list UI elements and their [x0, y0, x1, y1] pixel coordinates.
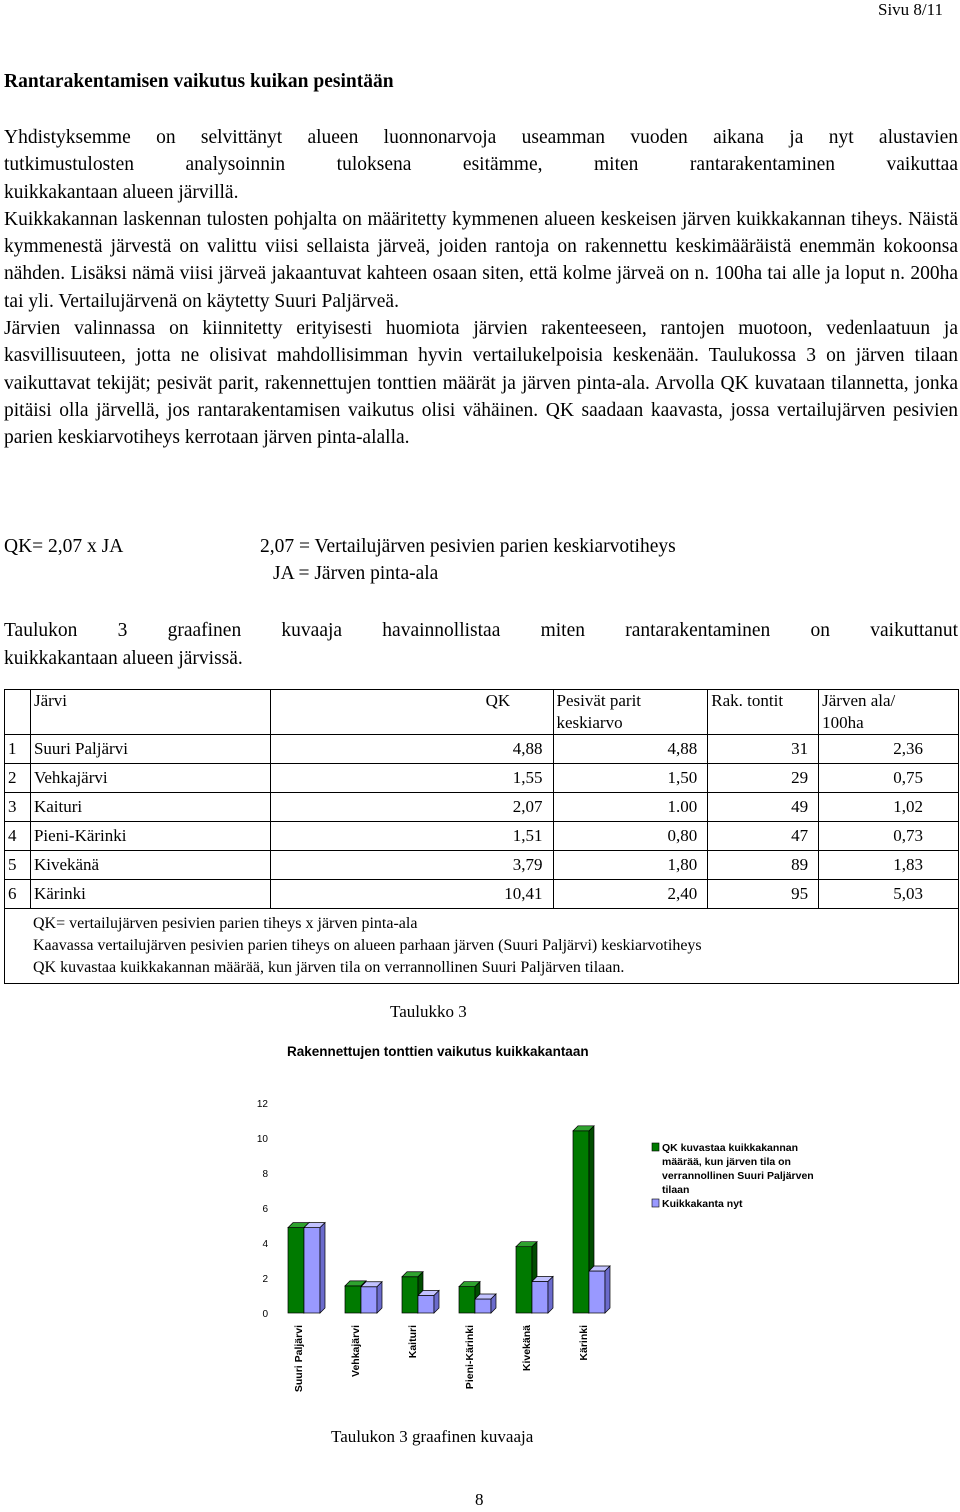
row-qk: 10,41: [270, 880, 553, 909]
row-plots: 95: [708, 880, 819, 909]
table-row: [5, 793, 959, 822]
row-qk: 3,79: [270, 851, 553, 880]
bar-actual: [475, 1299, 491, 1313]
formula-definition-2: JA = Järven pinta-ala: [273, 563, 439, 584]
table-notes-row: [5, 909, 959, 984]
chart-intro-text: [4, 617, 958, 673]
row-index: 6: [5, 880, 31, 909]
row-pairs: 1.00: [553, 793, 708, 822]
bar-qk: [459, 1287, 475, 1313]
y-tick-label: 8: [262, 1169, 268, 1180]
row-lake: Kaituri: [30, 793, 270, 822]
row-area: 0,75: [819, 764, 959, 793]
table-row: [5, 764, 959, 793]
legend-label: tilaan: [662, 1184, 690, 1196]
paragraph-1-line-3: kuikkakantaan alueen järvillä.: [4, 181, 239, 203]
table-row: [5, 880, 959, 909]
paragraph-1-line-2: tutkimustulosten analysoinnin tuloksena esitämme, miten rantarakentaminen vaikuttaa: [4, 154, 958, 176]
bar-qk: [516, 1247, 532, 1313]
row-lake: Kärinki: [30, 880, 270, 909]
row-qk: 4,88: [270, 735, 553, 764]
legend-label: määrää, kun järven tila on: [662, 1156, 791, 1168]
row-area: 2,36: [819, 735, 959, 764]
row-plots: 47: [708, 822, 819, 851]
bar-actual: [532, 1282, 548, 1314]
table-note: Kaavassa vertailujärven pesivien parien tiheys on alueen parhaan järven (Suuri Paljärvi) keskiarvotiheys: [33, 937, 702, 954]
table-row: [5, 851, 959, 880]
paragraph-1-line-1: Yhdistyksemme on selvittänyt alueen luonnonarvoja useamman vuoden aikana ja nyt alustavien: [4, 127, 958, 148]
x-tick-label: Kärinki: [578, 1325, 590, 1361]
table-header-index: [5, 690, 31, 735]
table-header-lake: Järvi: [30, 690, 270, 735]
row-pairs: 1,80: [553, 851, 708, 880]
x-tick-label: Suuri Paljärvi: [293, 1325, 305, 1393]
chart-title: Rakennettujen tonttien vaikutus kuikkakantaan: [287, 1044, 589, 1059]
bar-side-face: [320, 1223, 325, 1313]
page-footer: 8: [475, 1490, 484, 1509]
chart-caption: Taulukon 3 graafinen kuvaaja: [331, 1427, 534, 1446]
table-notes: [5, 909, 959, 984]
paragraph-2: Kuikkakannan laskennan tulosten pohjalta on määritetty kymmenen alueen keskeisen järven kuikkakannan tiheys. Näistä kymmenestä järvestä on valittu viisi sellaista järveä, joiden rantoja on rakennettu keskimääräistä enemmän kokoonsa nähden. Lisäksi nämä viisi järveä jakaantuvat kahteen osaan siten, että kolme järveä on n. 100ha tai alle ja loput n. 200ha tai yli. Vertailujärvenä on käytetty Suuri Paljärveä.: [4, 208, 958, 312]
bar-chart: [240, 1085, 840, 1405]
body-text: [4, 124, 958, 452]
chart-intro-line-1: Taulukon 3 graafinen kuvaaja havainnollistaa miten rantarakentaminen on vaikuttanut: [4, 620, 958, 641]
row-index: 1: [5, 735, 31, 764]
y-tick-label: 6: [262, 1204, 268, 1215]
row-plots: 31: [708, 735, 819, 764]
row-index: 3: [5, 793, 31, 822]
row-index: 4: [5, 822, 31, 851]
table-note: QK kuvastaa kuikkakannan määrää, kun järven tila on verrannollinen Suuri Paljärven tilaan.: [33, 959, 625, 976]
row-lake: Vehkajärvi: [30, 764, 270, 793]
chart-intro-line-2: kuikkakantaan alueen järvissä.: [4, 648, 243, 669]
row-plots: 89: [708, 851, 819, 880]
legend-label: Kuikkakanta nyt: [662, 1198, 743, 1210]
y-tick-label: 12: [256, 1099, 268, 1110]
row-area: 0,73: [819, 822, 959, 851]
row-qk: 2,07: [270, 793, 553, 822]
row-pairs: 0,80: [553, 822, 708, 851]
bar-side-face: [605, 1266, 610, 1313]
bar-qk: [288, 1228, 304, 1313]
table-header-plots: Rak. tontit: [708, 690, 819, 735]
bar-qk: [345, 1286, 361, 1313]
table-header-area-line-1: Järven ala/: [822, 691, 896, 710]
row-lake: Suuri Paljärvi: [30, 735, 270, 764]
section-heading: Rantarakentamisen vaikutus kuikan pesintään: [4, 71, 394, 92]
row-qk: 1,55: [270, 764, 553, 793]
row-plots: 49: [708, 793, 819, 822]
row-area: 1,02: [819, 793, 959, 822]
row-lake: Kivekänä: [30, 851, 270, 880]
row-area: 1,83: [819, 851, 959, 880]
legend-label: verrannollinen Suuri Paljärven: [662, 1170, 814, 1182]
paragraph-3: Järvien valinnassa on kiinnitetty erityisesti huomiota järvien rakenteeseen, rantojen muotoon, vedenlaatuun ja kasvillisuuteen, jotta ne olisivat mahdollisimman hyvin vertailukelpoisia keskenään. Taulukossa 3 on järven tilaan vaikuttavat tekijät; pesivät parit, rakennettujen tonttien määrät ja järven pinta-ala. Arvolla QK kuvataan tilannetta, jonka pitäisi olla järvellä, jos rantarakentamisen vaikutus olisi vähäinen. QK saadaan kaavasta, jossa vertailujärven pesivien parien keskiarvotiheys kerrotaan järven pinta-alalla.: [4, 318, 958, 449]
bar-side-face: [377, 1282, 382, 1313]
row-pairs: 4,88: [553, 735, 708, 764]
legend-swatch: [652, 1143, 659, 1151]
y-tick-label: 10: [256, 1134, 268, 1145]
formula-left: QK= 2,07 x JA: [4, 536, 124, 557]
table-header-pairs: [553, 690, 708, 735]
row-index: 2: [5, 764, 31, 793]
page-header: Sivu 8/11: [878, 0, 944, 19]
row-plots: 29: [708, 764, 819, 793]
row-lake: Pieni-Kärinki: [30, 822, 270, 851]
x-tick-label: Vehkajärvi: [350, 1325, 362, 1377]
table-header-area-line-2: 100ha: [822, 713, 864, 732]
row-area: 5,03: [819, 880, 959, 909]
legend-label: QK kuvastaa kuikkakannan: [662, 1142, 798, 1154]
bar-qk: [402, 1277, 418, 1313]
bar-actual: [304, 1228, 320, 1313]
legend-swatch: [652, 1199, 659, 1207]
lake-table: [4, 689, 959, 984]
x-tick-label: Pieni-Kärinki: [464, 1325, 476, 1390]
bar-actual: [418, 1296, 434, 1314]
row-index: 5: [5, 851, 31, 880]
bar-qk: [573, 1131, 589, 1313]
formula-definition-1: 2,07 = Vertailujärven pesivien parien keskiarvotiheys: [260, 536, 676, 557]
x-tick-label: Kivekänä: [521, 1325, 533, 1372]
table-header-row: [5, 690, 959, 735]
table-header-area: [819, 690, 959, 735]
table-note: QK= vertailujärven pesivien parien tiheys x järven pinta-ala: [33, 915, 418, 932]
bar-side-face: [548, 1277, 553, 1314]
y-tick-label: 4: [262, 1239, 268, 1250]
row-pairs: 2,40: [553, 880, 708, 909]
bar-actual: [589, 1271, 605, 1313]
table-header-pairs-line-2: keskiarvo: [556, 713, 623, 732]
row-qk: 1,51: [270, 822, 553, 851]
table-row: [5, 735, 959, 764]
table-header-pairs-line-1: Pesivät parit: [556, 691, 642, 710]
x-tick-label: Kaituri: [407, 1325, 419, 1359]
y-tick-label: 2: [262, 1274, 268, 1285]
row-pairs: 1,50: [553, 764, 708, 793]
table-header-qk: QK: [270, 690, 553, 735]
bar-actual: [361, 1287, 377, 1313]
y-tick-label: 0: [262, 1309, 268, 1320]
table-caption: Taulukko 3: [390, 1002, 467, 1021]
table-row: [5, 822, 959, 851]
